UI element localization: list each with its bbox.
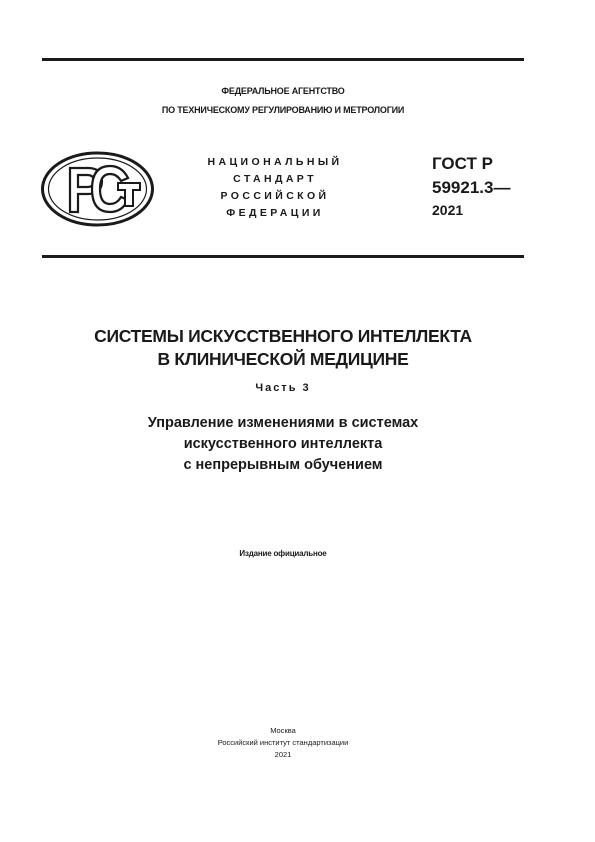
national-line-4: ФЕДЕРАЦИИ (226, 207, 324, 219)
subtitle-line-1: Управление изменениями в системах (147, 415, 419, 431)
bottom-rule (42, 255, 524, 258)
document-subtitle (42, 413, 524, 476)
national-standard-label (190, 154, 360, 222)
designation-line-3: 2021 (432, 202, 464, 218)
imprint-year: 2021 (274, 750, 292, 759)
rst-certification-logo-icon (40, 150, 155, 228)
imprint-publisher: Российский институт стандартизации (217, 738, 349, 747)
part-label: Часть 3 (255, 382, 311, 394)
title-line-1: СИСТЕМЫ ИСКУССТВЕННОГО ИНТЕЛЛЕКТА (94, 326, 472, 346)
title-line-2: В КЛИНИЧЕСКОЙ МЕДИЦИНЕ (157, 349, 409, 369)
top-rule (42, 58, 524, 61)
subtitle-line-3: с непрерывным обучением (183, 457, 383, 473)
edition-label: Издание официальное (239, 549, 327, 558)
designation-line-2: 59921.3— (432, 178, 511, 197)
standard-designation (432, 152, 532, 220)
national-line-2: СТАНДАРТ (233, 173, 317, 185)
document-title (42, 325, 524, 371)
national-line-1: НАЦИОНАЛЬНЫЙ (207, 156, 343, 168)
agency-line-2: ПО ТЕХНИЧЕСКОМУ РЕГУЛИРОВАНИЮ И МЕТРОЛОГИИ (161, 105, 405, 115)
designation-line-1: ГОСТ Р (432, 154, 493, 173)
national-line-3: РОССИЙСКОЙ (220, 190, 330, 202)
imprint-city: Москва (270, 726, 296, 735)
agency-line-1: ФЕДЕРАЛЬНОЕ АГЕНТСТВО (221, 86, 345, 96)
subtitle-line-2: искусственного интеллекта (183, 436, 383, 452)
agency-heading (42, 82, 524, 120)
imprint (42, 725, 524, 761)
